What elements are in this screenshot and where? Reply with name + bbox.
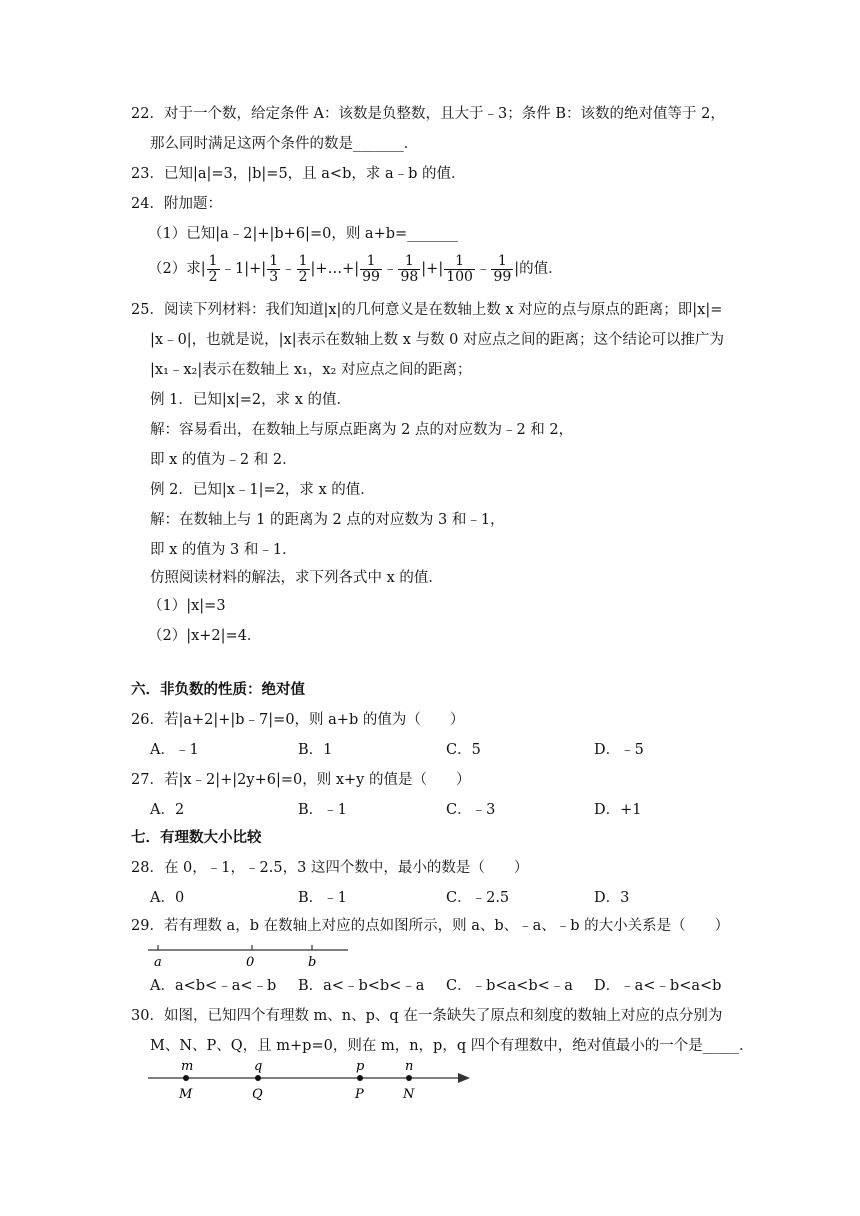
q25-line2: |x﹣0|，也就是说，|x|表示在数轴上数 x 与数 0 对应点之间的距离；这个结论可以推广为 — [150, 332, 724, 348]
fraction-1: $\frac{1}{2}$ — [208, 252, 218, 285]
label-N: N — [403, 1087, 415, 1102]
q25-line9: 即 x 的值为 3 和﹣1． — [150, 542, 297, 558]
q27-option-a[interactable]: A．2 — [150, 802, 185, 818]
arrow-right-icon — [458, 1073, 470, 1083]
point-q — [255, 1075, 261, 1081]
q25-line8: 解：在数轴上与 1 的距离为 2 点的对应数为 3 和﹣1， — [150, 512, 505, 528]
q27-option-b[interactable]: B．﹣1 — [298, 802, 347, 818]
q29-number-line — [144, 940, 354, 972]
q28-option-a[interactable]: A．0 — [150, 890, 185, 906]
q28-option-b[interactable]: B．﹣1 — [298, 890, 347, 906]
q24-p2-prefix: （2）求| — [148, 261, 206, 277]
q29-option-d[interactable]: D．﹣a<﹣b<a<b — [594, 978, 722, 994]
q24-part2: （2）求| $\frac{1}{2}$ ﹣1|+| $\frac{1}{3}$ ﹣ $\frac{1}{2}$ |+…+| $\frac{1}{99}$ ﹣ $\frac{1}{98}$ |+| $\frac{1}{100}$ ﹣ $\frac{1}{99}$ |的值． — [148, 252, 563, 285]
fraction-2: $\frac{1}{3}$ — [269, 252, 279, 285]
q23-text: 23．已知|a|=3，|b|=5，且 a<b，求 a﹣b 的值． — [131, 166, 466, 182]
q25-line3: |x₁﹣x₂|表示在数轴上 x₁，x₂ 对应点之间的距离； — [150, 362, 472, 378]
q29-option-c[interactable]: C．﹣b<a<b<﹣a — [446, 978, 573, 994]
q26-stem: 26．若|a+2|+|b﹣7|=0，则 a+b 的值为（ ） — [131, 712, 465, 728]
q25-line5: 解：容易看出，在数轴上与原点距离为 2 点的对应数为﹣2 和 2， — [150, 422, 574, 438]
q25-line11: （1）|x|=3 — [148, 598, 226, 614]
q25-line12: （2）|x+2|=4． — [148, 628, 262, 644]
q22-line2: 那么同时满足这两个条件的数是_______． — [150, 136, 419, 152]
label-p: p — [356, 1059, 365, 1074]
fraction-3: $\frac{1}{2}$ — [298, 252, 308, 285]
label-Q: Q — [252, 1087, 263, 1102]
q28-option-c[interactable]: C．﹣2.5 — [446, 890, 510, 906]
q27-option-d[interactable]: D．+1 — [594, 802, 642, 818]
label-q: q — [254, 1059, 263, 1074]
q26-option-c[interactable]: C．5 — [446, 742, 481, 758]
q22-line1: 22．对于一个数，给定条件 A：该数是负整数，且大于﹣3；条件 B：该数的绝对值等于 2， — [131, 106, 725, 122]
label-P: P — [355, 1087, 364, 1102]
q25-line6: 即 x 的值为﹣2 和 2． — [150, 452, 297, 468]
q28-stem: 28．在 0，﹣1，﹣2.5，3 这四个数中，最小的数是（ ） — [131, 860, 529, 876]
q30-line1: 30．如图，已知四个有理数 m、n、p、q 在一条缺失了原点和刻度的数轴上对应的点分别为 — [131, 1008, 723, 1024]
q25-line1: 25．阅读下列材料：我们知道|x|的几何意义是在数轴上数 x 对应的点与原点的距离；即|x|= — [131, 302, 723, 318]
section-6-heading: 六．非负数的性质：绝对值 — [131, 682, 305, 698]
label-m: m — [181, 1059, 194, 1074]
point-m — [183, 1075, 189, 1081]
q25-line7: 例 2．已知|x﹣1|=2，求 x 的值． — [150, 482, 375, 498]
q26-option-a[interactable]: A．﹣1 — [150, 742, 199, 758]
label-n: n — [405, 1059, 414, 1074]
fraction-5: $\frac{1}{98}$ — [400, 252, 419, 285]
fraction-7: $\frac{1}{99}$ — [493, 252, 512, 285]
axis-label-b: b — [308, 955, 317, 970]
q30-line2: M、N、P、Q，且 m+p=0，则在 m，n，p，q 四个有理数中，绝对值最小的一个是_____． — [150, 1038, 754, 1054]
q30-number-line — [144, 1058, 474, 1104]
q28-option-d[interactable]: D．3 — [594, 890, 630, 906]
label-M: M — [179, 1087, 193, 1102]
axis-label-a: a — [154, 955, 162, 970]
fraction-6: $\frac{1}{100}$ — [446, 252, 473, 285]
q29-option-a[interactable]: A．a<b<﹣a<﹣b — [150, 978, 277, 994]
q29-option-b[interactable]: B．a<﹣b<b<﹣a — [298, 978, 425, 994]
axis-label-zero: 0 — [246, 955, 255, 970]
q26-option-b[interactable]: B．1 — [298, 742, 333, 758]
point-p — [357, 1075, 363, 1081]
q26-option-d[interactable]: D．﹣5 — [594, 742, 644, 758]
q24-part1: （1）已知|a﹣2|+|b+6|=0，则 a+b=_______ — [148, 226, 458, 242]
q24-title: 24．附加题： — [131, 196, 222, 212]
point-n — [406, 1075, 412, 1081]
q27-option-c[interactable]: C．﹣3 — [446, 802, 496, 818]
q25-line4: 例 1．已知|x|=2，求 x 的值． — [150, 392, 352, 408]
section-7-heading: 七．有理数大小比较 — [131, 830, 262, 846]
q29-stem: 29．若有理数 a，b 在数轴上对应的点如图所示，则 a、b、﹣a、﹣b 的大小关系是（ ） — [131, 918, 730, 934]
q25-line10: 仿照阅读材料的解法，求下列各式中 x 的值． — [150, 570, 443, 586]
q27-stem: 27．若|x﹣2|+|2y+6|=0，则 x+y 的值是（ ） — [131, 772, 471, 788]
fraction-4: $\frac{1}{99}$ — [362, 252, 380, 285]
